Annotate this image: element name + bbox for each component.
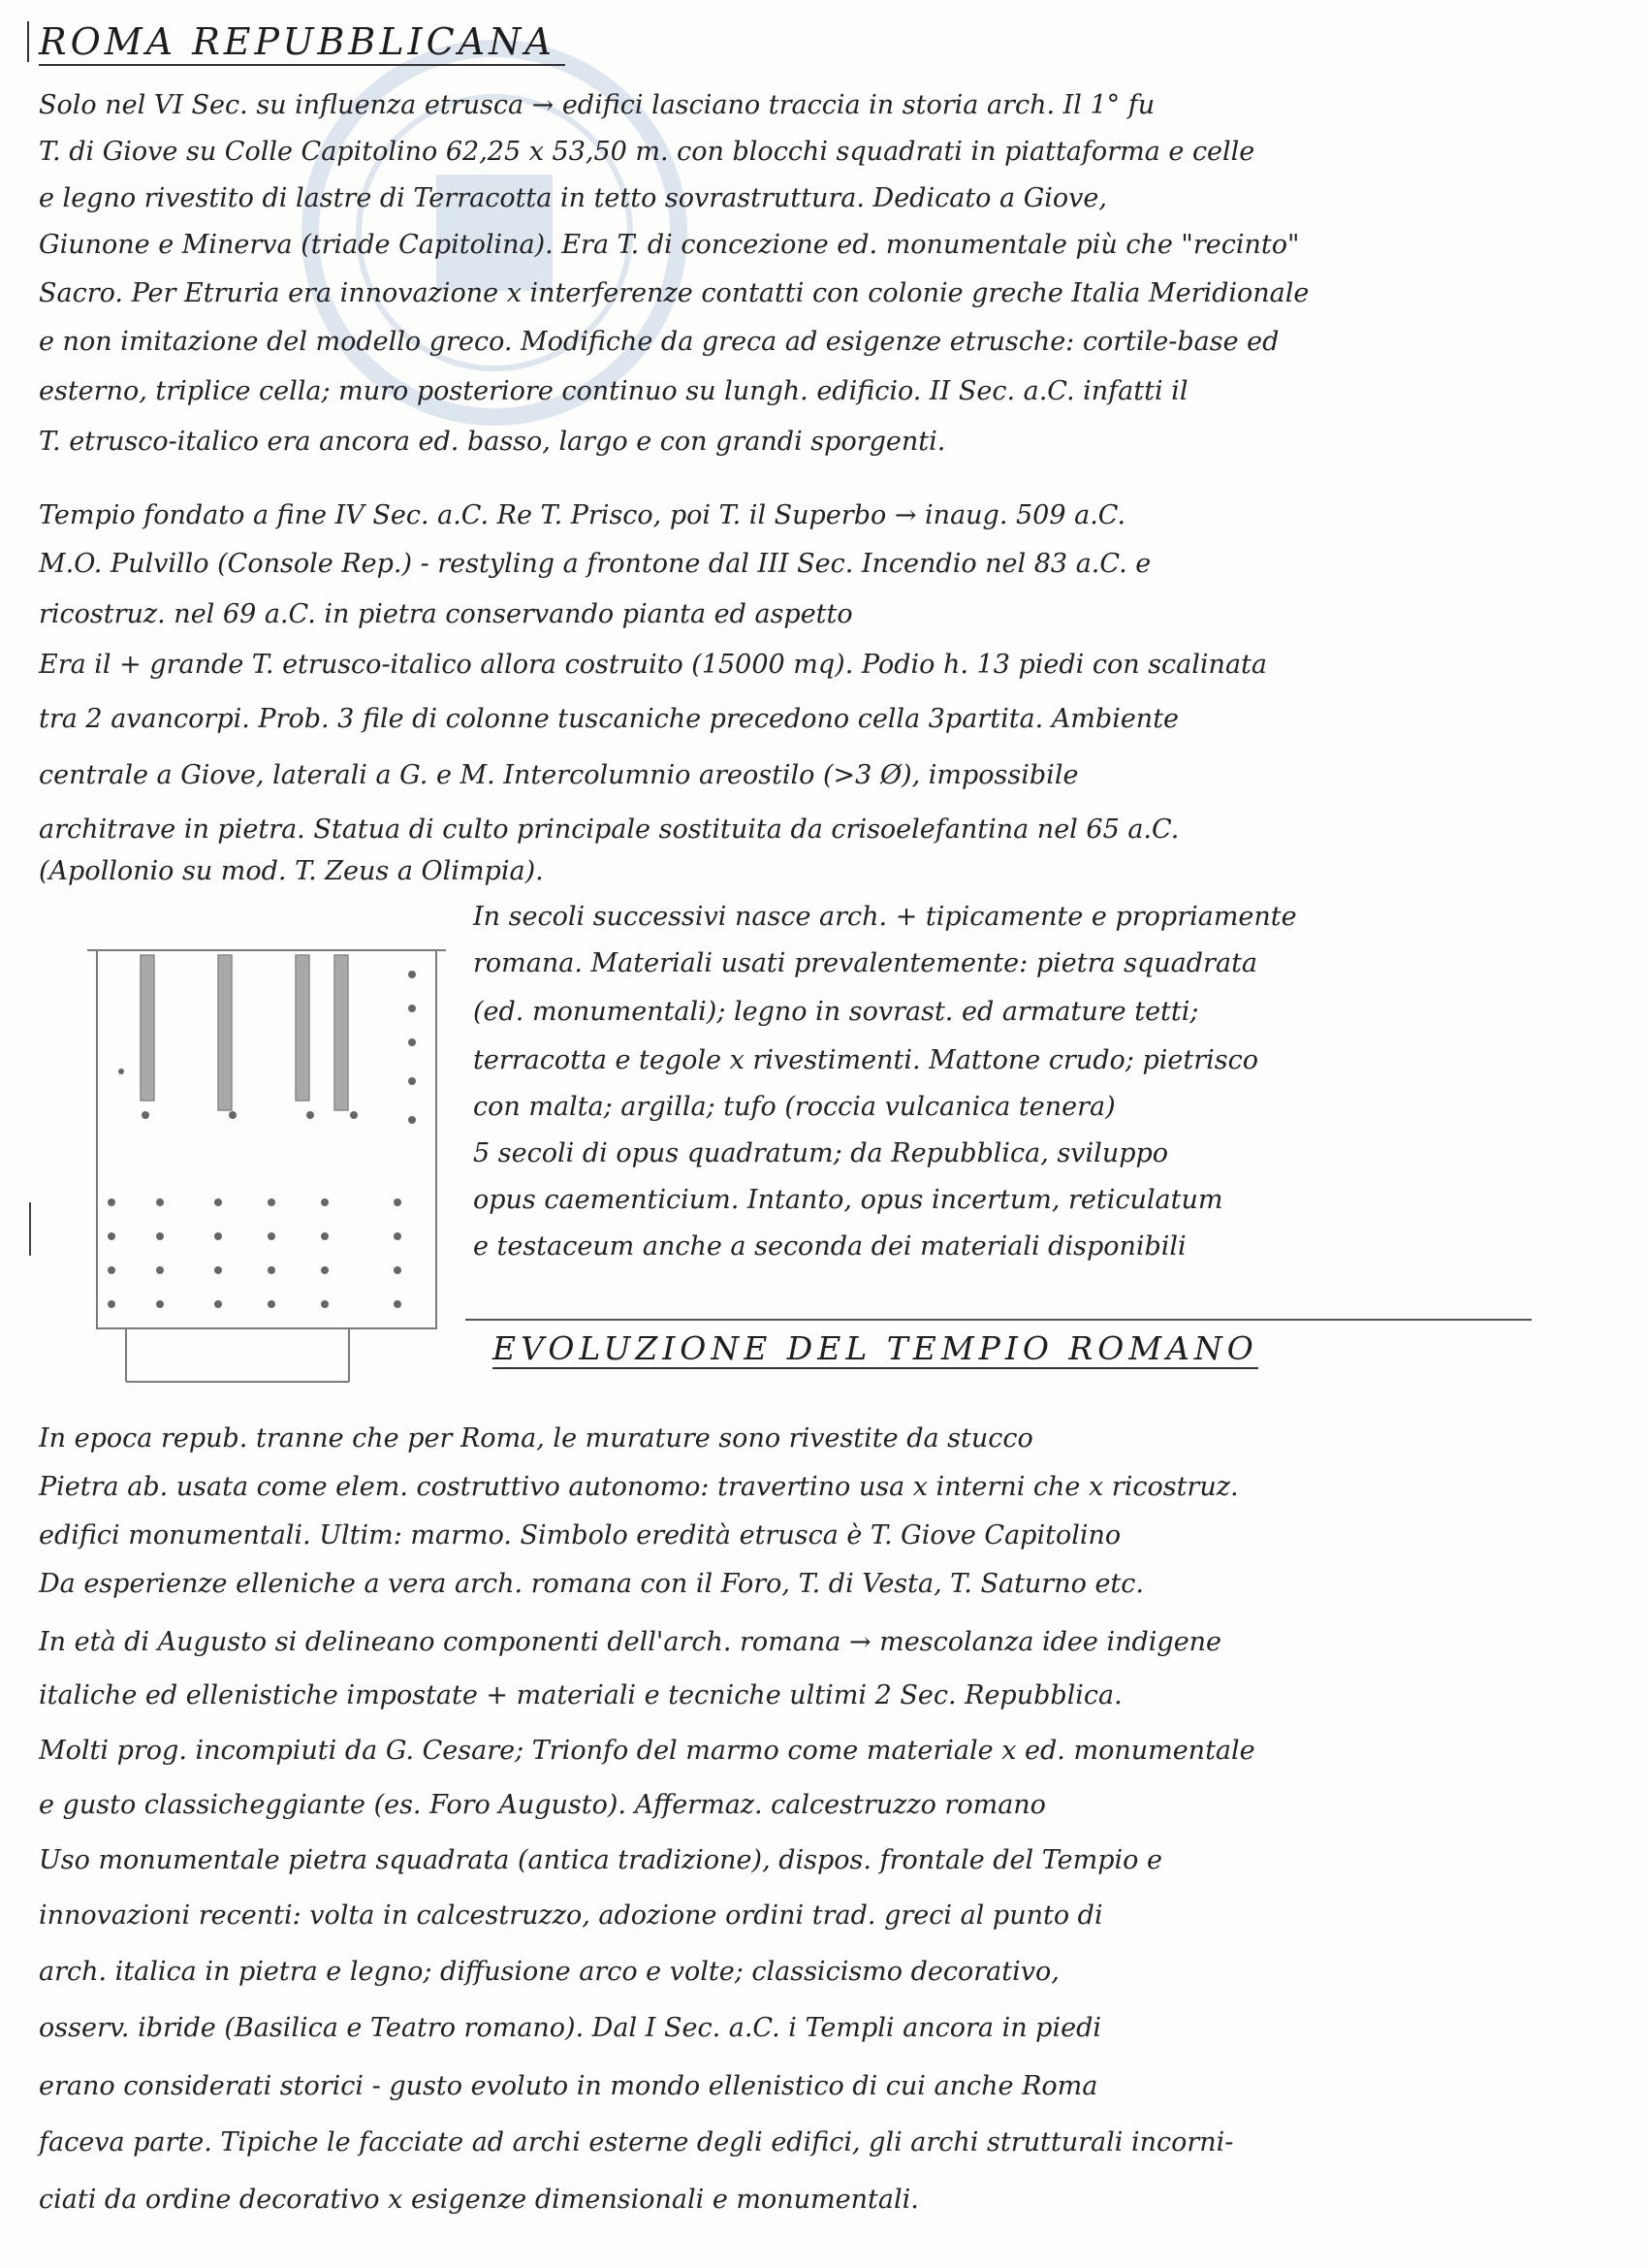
text-line: Era il + grande T. etrusco-italico allora costruito (15000 mq). Podio h. 13 piedi con scalinata: [39, 650, 1267, 680]
text-line: e non imitazione del modello greco. Modifiche da greca ad esigenze etrusche: cortile-base ed: [39, 327, 1280, 357]
text-line: architrave in pietra. Statua di culto principale sostituita da crisoelefantina nel 65 a.C.: [39, 815, 1180, 845]
text-line: esterno, triplice cella; muro posteriore continuo su lungh. edificio. II Sec. a.C. infatti il: [39, 376, 1188, 406]
text-line: T. di Giove su Colle Capitolino 62,25 x 53,50 m. con blocchi squadrati in piattaforma e celle: [39, 137, 1255, 167]
text-line: Tempio fondato a fine IV Sec. a.C. Re T. Prisco, poi T. il Superbo → inaug. 509 a.C.: [39, 500, 1126, 530]
text-line: Solo nel VI Sec. su influenza etrusca → edifici lasciano traccia in storia arch. Il 1° fu: [39, 90, 1156, 120]
text-line: Sacro. Per Etruria era innovazione x interferenze contatti con colonie greche Italia Meridionale: [39, 278, 1310, 308]
text-line: In età di Augusto si delineano componenti dell'arch. romana → mescolanza idee indigene: [39, 1627, 1222, 1657]
text-line: e testaceum anche a seconda dei materiali disponibili: [473, 1231, 1187, 1262]
text-line: T. etrusco-italico era ancora ed. basso, largo e con grandi sporgenti.: [39, 427, 946, 457]
text-line: edifici monumentali. Ultim: marmo. Simbolo eredità etrusca è T. Giove Capitolino: [39, 1520, 1122, 1550]
text-line: ricostruz. nel 69 a.C. in pietra conservando pianta ed aspetto: [39, 599, 853, 629]
text-line: innovazioni recenti: volta in calcestruzzo, adozione ordini trad. greci al punto di: [39, 1901, 1103, 1931]
text-line: 5 secoli di opus quadratum; da Repubblica, sviluppo: [473, 1138, 1169, 1168]
text-line: (ed. monumentali); legno in sovrast. ed armature tetti;: [473, 997, 1199, 1027]
text-line: terracotta e tegole x rivestimenti. Mattone crudo; pietrisco: [473, 1045, 1258, 1075]
margin-mark: [29, 1202, 31, 1256]
text-line: e legno rivestito di lastre di Terracotta in tetto sovrastruttura. Dedicato a Giove,: [39, 183, 1107, 213]
text-line: opus caementicium. Intanto, opus incertum, reticulatum: [473, 1185, 1223, 1215]
section-title: EVOLUZIONE DEL TEMPIO ROMANO: [492, 1329, 1258, 1367]
text-line: tra 2 avancorpi. Prob. 3 file di colonne tuscaniche precedono cella 3partita. Ambiente: [39, 704, 1180, 734]
text-line: In secoli successivi nasce arch. + tipicamente e propriamente: [473, 902, 1297, 932]
text-line: ciati da ordine decorativo x esigenze dimensionali e monumentali.: [39, 2185, 919, 2215]
text-line: faceva parte. Tipiche le facciate ad archi esterne degli edifici, gli archi strutturali incorni-: [39, 2127, 1234, 2157]
section-divider: [465, 1319, 1532, 1321]
text-line: Molti prog. incompiuti da G. Cesare; Trionfo del marmo come materiale x ed. monumentale: [39, 1736, 1255, 1766]
title-margin-line: [27, 21, 29, 62]
text-line: Pietra ab. usata come elem. costruttivo autonomo: travertino usa x interni che x ricostruz.: [39, 1472, 1239, 1502]
text-line: Giunone e Minerva (triade Capitolina). Era T. di concezione ed. monumentale più che "recinto": [39, 230, 1300, 260]
temple-plan-sketch: [87, 926, 456, 1391]
text-line: (Apollonio su mod. T. Zeus a Olimpia).: [39, 856, 544, 886]
text-line: osserv. ibride (Basilica e Teatro romano). Dal I Sec. a.C. i Templi ancora in piedi: [39, 2013, 1101, 2043]
text-line: erano considerati storici - gusto evoluto in mondo ellenistico di cui anche Roma: [39, 2071, 1098, 2101]
text-line: Uso monumentale pietra squadrata (antica tradizione), dispos. frontale del Tempio e: [39, 1845, 1162, 1875]
text-line: In epoca repub. tranne che per Roma, le murature sono rivestite da stucco: [39, 1423, 1033, 1453]
page-title: ROMA REPUBBLICANA: [39, 21, 565, 66]
text-line: M.O. Pulvillo (Console Rep.) - restyling a frontone dal III Sec. Incendio nel 83 a.C. e: [39, 549, 1152, 579]
text-line: romana. Materiali usati prevalentemente: pietra squadrata: [473, 948, 1258, 978]
text-line: centrale a Giove, laterali a G. e M. Intercolumnio areostilo (>3 Ø), impossibile: [39, 760, 1079, 790]
text-line: Da esperienze elleniche a vera arch. romana con il Foro, T. di Vesta, T. Saturno etc.: [39, 1569, 1144, 1599]
text-line: con malta; argilla; tufo (roccia vulcanica tenera): [473, 1092, 1116, 1122]
text-line: e gusto classicheggiante (es. Foro Augusto). Affermaz. calcestruzzo romano: [39, 1790, 1046, 1820]
text-line: arch. italica in pietra e legno; diffusione arco e volte; classicismo decorativo,: [39, 1957, 1060, 1987]
text-line: italiche ed ellenistiche impostate + materiali e tecniche ultimi 2 Sec. Repubblica.: [39, 1680, 1123, 1710]
